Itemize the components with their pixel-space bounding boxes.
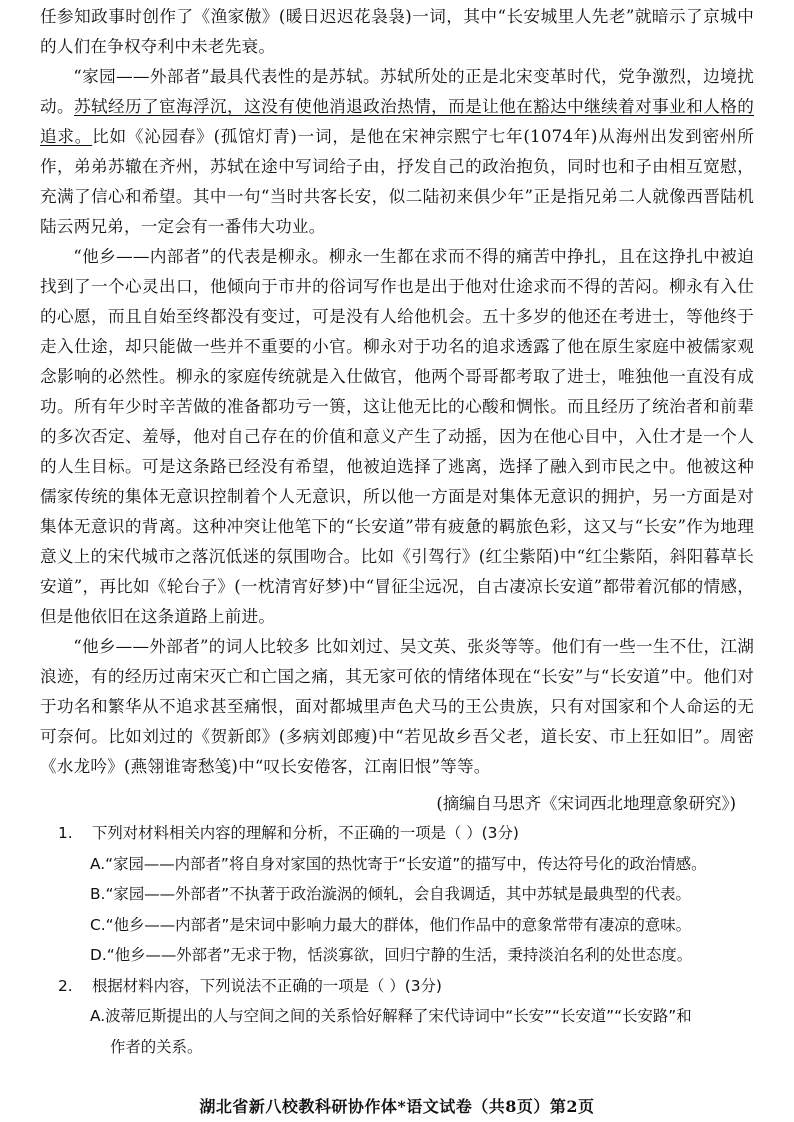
- paragraph-2: [40, 62, 754, 242]
- question-1-stem: [58, 818, 758, 849]
- paragraph-text: 比如《沁园春》(孤馆灯青)一词，是他在宋神宗熙宁七年(1074年)从海州出发到密州所作，弟弟苏辙在齐州，苏轼在途中写词给子由，抒发自己的政治抱负，同时也和子由相互宽慰，充满了信心和希望。其中一句“当时共客长安，似二陆初来俱少年”正是指兄弟二人就像西晋陆机陆云两兄弟，一定会有一番伟大功业。: [40, 127, 754, 236]
- question-1-option-d: D.“他乡——外部者”无求于物，恬淡寡欲，回归宁静的生活，秉持淡泊名利的处世态度。: [90, 946, 693, 964]
- question-1-option-b: B.“家园——外部者”不执著于政治漩涡的倾轧，会自我调适，其中苏轼是最典型的代表。: [90, 885, 691, 903]
- question-list: [58, 818, 758, 1062]
- question-number: 1.: [58, 824, 73, 842]
- source-citation: (摘编自马思齐《宋词西北地理意象研究》): [436, 794, 736, 813]
- option-text: A.波蒂厄斯提出的人与空间之间的关系恰好解释了宋代诗词中“长安”“长安道”“长安路”和: [90, 1007, 692, 1025]
- question-2-option-a: [90, 1001, 760, 1062]
- option-text-continued: 作者的关系。: [110, 1037, 203, 1056]
- question-text: 根据材料内容，下列说法不正确的一项是（ ）(3分): [92, 976, 442, 995]
- question-text: 下列对材料相关内容的理解和分析，不正确的一项是（ ）(3分): [92, 824, 519, 842]
- underlined-sentence: 苏轼经历了宦海浮沉，这没有使他消退政治热情，而是让他在豁达中继续着对事业和人格的追求。: [40, 97, 754, 146]
- question-2-stem: [58, 971, 758, 1002]
- paragraph-1: [40, 2, 754, 62]
- paragraph-text: “他乡——内部者”的代表是柳永。柳永一生都在求而不得的痛苦中挣扎，且在这挣扎中被迫找到了一个心灵出口，他倾向于市井的俗词写作也是出于他对仕途求而不得的苦闷。柳永有入仕的心愿，而且自始至终都没有变过，可是没有人给他机会。五十多岁的他还在考进士，等他终于走入仕途，却只能做一些并不重要的小官。柳永对于功名的追求透露了他在原生家庭中被儒家观念影响的必然性。柳永的家庭传统就是入仕做官，他两个哥哥都考取了进士，唯独他一直没有成功。所有年少时辛苦做的准备都功亏一篑，这让他无比的心酸和惆怅。而且经历了统治者和前辈的多次否定、羞辱，他对自己存在的价值和意义产生了动摇，因为在他心目中，入仕才是一个人的人生目标。可是这条路已经没有希望，他被迫选择了逃离，选择了融入到市民之中。他被这种儒家传统的集体无意识控制着个人无意识，所以他一方面是对集体无意识的拥护，另一方面是对集体无意识的背离。这种冲突让他笔下的“长安道”带有疲惫的羁旅色彩，这又与“长安”作为地理意义上的宋代城市之落沉低迷的氛围吻合。比如《引驾行》(红尘紫陌)中“红尘紫陌，斜阳暮草长安道”，再比如《轮台子》(一枕清宵好梦)中“冒征尘远况，自古凄凉长安道”都带着沉郁的情感，但是他依旧在这条道路上前进。: [40, 247, 754, 626]
- paragraph-text: “他乡——外部者”的词人比较多 比如刘过、吴文英、张炎等等。他们有一些一生不仕，江湖浪迹，有的经历过南宋灭亡和亡国之痛，其无家可依的情绪体现在“长安”与“长安道”中。他们对于功名和繁华从不追求甚至痛恨，面对都城里声色犬马的王公贵族，只有对国家和个人命运的无可奈何。比如刘过的《贺新郎》(多病刘郎瘦)中“若见故乡吾父老，道长安、市上狂如旧”。周密《水龙吟》(燕翎谁寄愁笺)中“叹长安倦客，江南旧恨”等等。: [40, 637, 754, 776]
- page-footer: 湖北省新八校教科研协作体*语文试卷（共8页）第2页: [199, 1097, 595, 1116]
- question-1-option-c: C.“他乡——内部者”是宋词中影响力最大的群体，他们作品中的意象常带有凄凉的意味。: [90, 915, 692, 934]
- paragraph-text: “家园——外部者”最具代表性的是苏轼。苏轼所处的正是北宋变革时代，党争激烈，边境扰动。: [40, 67, 754, 116]
- paragraph-3: [40, 242, 754, 632]
- paragraph-4: [40, 632, 754, 782]
- question-number: 2.: [58, 976, 73, 995]
- question-1-option-a: A.“家园——内部者”将自身对家国的热忱寄于“长安道”的描写中，传达符号化的政治情感。: [90, 854, 707, 873]
- paragraph-text: 任参知政事时创作了《渔家傲》(暖日迟迟花袅袅)一词，其中“长安城里人先老”就暗示了京城中的人们在争权夺利中未老先衰。: [40, 7, 754, 56]
- reading-passage: [40, 2, 754, 782]
